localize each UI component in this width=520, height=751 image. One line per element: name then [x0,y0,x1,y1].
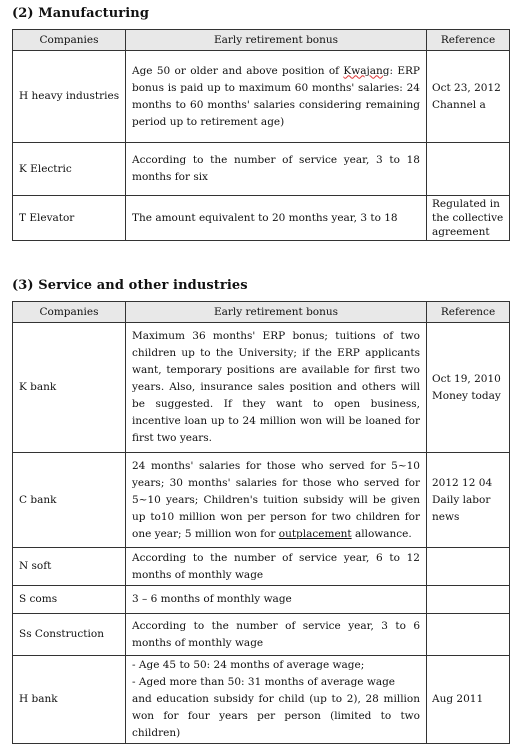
bonus-text-flagged-word: Kwajang [343,64,390,77]
header-companies: Companies [13,30,126,51]
table-row [13,323,510,453]
table-row [13,143,510,196]
bonus-text: 24 months' salaries for those who served for 5~10 years; 30 months' salaries for those who served for 5~10 years; Children's tuition subsidy will be given up to10 million won per person for two children for one year; 5 million won for [132,459,420,540]
bonus-cell [126,453,427,548]
header-early-retirement-bonus: Early retirement bonus [126,302,427,323]
table-header-row [13,30,510,51]
reference-cell: Aug 2011 [427,656,510,744]
reference-cell [427,586,510,614]
bonus-line: - Age 45 to 50: 24 months of average wage; [132,659,365,671]
company-cell: H bank [13,656,126,744]
table-header-row [13,302,510,323]
company-cell: S coms [13,586,126,614]
reference-cell: Oct 23, 2012 Channel a [427,51,510,143]
bonus-cell: Maximum 36 months' ERP bonus; tuitions of two children up to the University; if the ERP applicants want, temporary positions are available for first two years. Also, insurance sales position and others will be suggested. If they want to open business, incentive loan up to 24 million won will be loaned for first two years. [126,323,427,453]
company-cell: N soft [13,548,126,586]
section-title-manufacturing: (2) Manufacturing [12,6,150,21]
service-table [12,301,510,744]
bonus-cell: The amount equivalent to 20 months year, 3 to 18 [126,196,427,241]
bonus-cell [126,51,427,143]
table-row [13,586,510,614]
table-row [13,548,510,586]
reference-cell [427,143,510,196]
bonus-cell: According to the number of service year, 3 to 18 months for six [126,143,427,196]
table-row [13,51,510,143]
company-cell: H heavy industries [13,51,126,143]
header-reference: Reference [427,302,510,323]
table-row [13,614,510,656]
bonus-text-underlined-word: outplacement [278,527,352,540]
manufacturing-table [12,29,510,241]
header-reference: Reference [427,30,510,51]
company-cell: T Elevator [13,196,126,241]
table-row [13,453,510,548]
section-title-service-and-other-industries: (3) Service and other industries [12,278,248,293]
bonus-line: - Aged more than 50: 31 months of average wage [132,676,396,688]
bonus-cell: According to the number of service year, 6 to 12 months of monthly wage [126,548,427,586]
bonus-cell [126,656,427,744]
bonus-text: allowance. [351,527,412,540]
bonus-text: : ERP bonus is paid up to maximum 60 months' salaries: 24 months to 60 months' salaries considering remaining period up to retirement age) [132,64,420,128]
reference-cell: Regulated in the collective agreement [427,196,510,241]
table-row [13,656,510,744]
company-cell: C bank [13,453,126,548]
table-row [13,196,510,241]
company-cell: K bank [13,323,126,453]
reference-cell: 2012 12 04 Daily labor news [427,453,510,548]
bonus-cell: 3 – 6 months of monthly wage [126,586,427,614]
company-cell: K Electric [13,143,126,196]
header-early-retirement-bonus: Early retirement bonus [126,30,427,51]
reference-cell: Oct 19, 2010 Money today [427,323,510,453]
bonus-cell: According to the number of service year, 3 to 6 months of monthly wage [126,614,427,656]
bonus-line: and education subsidy for child (up to 2), 28 million won for four years per person (limited to two children) [132,693,420,739]
header-companies: Companies [13,302,126,323]
bonus-text: Age 50 or older and above position of [132,64,344,77]
reference-cell [427,548,510,586]
company-cell: Ss Construction [13,614,126,656]
reference-cell [427,614,510,656]
